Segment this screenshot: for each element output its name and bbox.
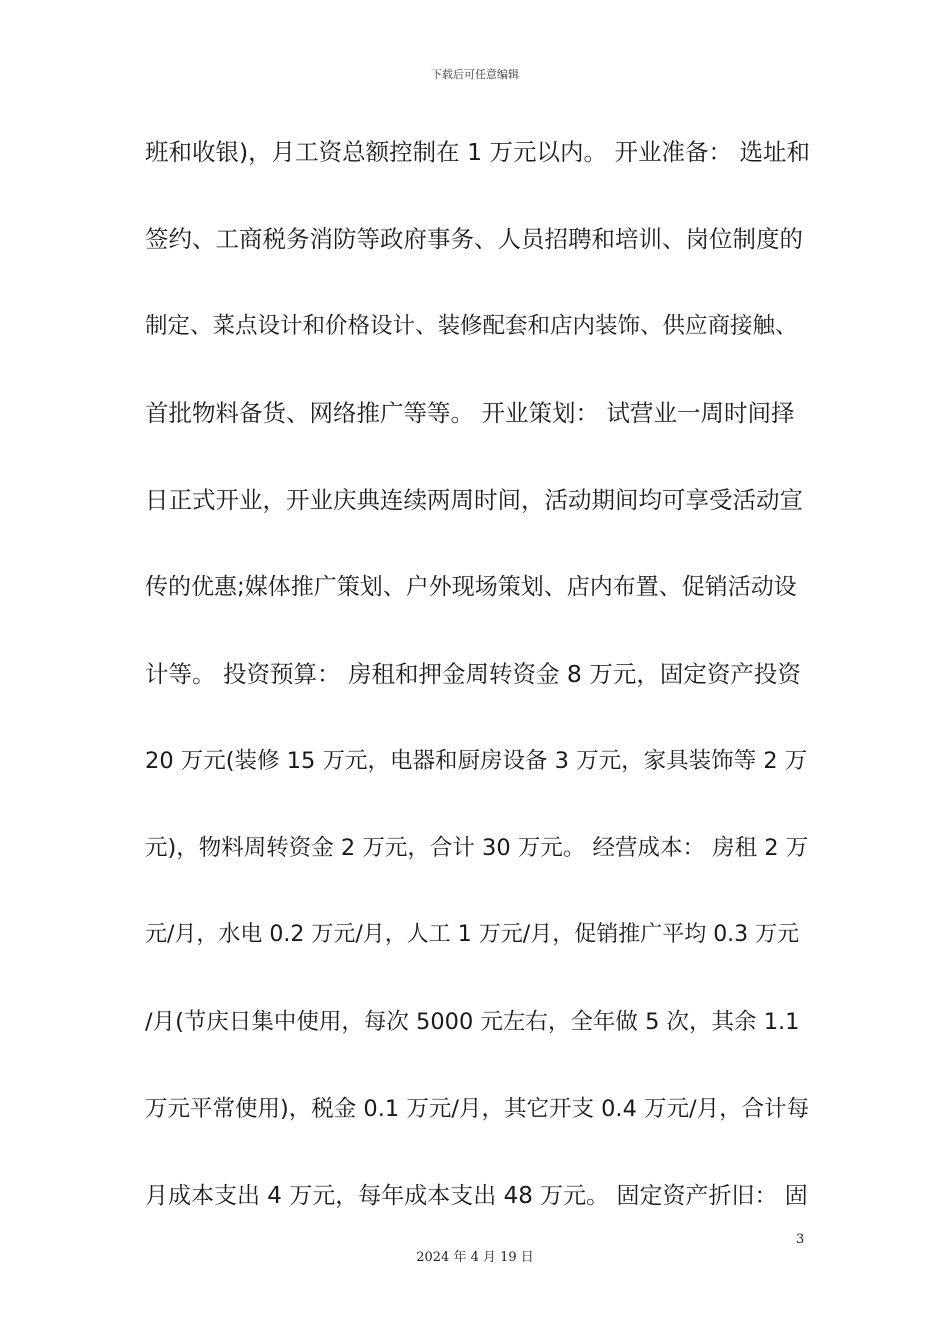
text-line: 万元平常使用)，税金 0.1 万元/月，其它开支 0.4 万元/月，合计每 [145, 1096, 810, 1122]
text-line: 元)，物料周转资金 2 万元，合计 30 万元。 经营成本： 房租 2 万 [145, 835, 809, 861]
text-line: 制定、菜点设计和价格设计、装修配套和店内装饰、供应商接触、 [145, 313, 798, 339]
page-number: 3 [796, 1232, 805, 1247]
page-header: 下载后可任意编辑 [431, 68, 519, 81]
text-line: 月成本支出 4 万元，每年成本支出 48 万元。 固定资产折旧： 固 [145, 1183, 808, 1209]
text-line: 签约、工商税务消防等政府事务、人员招聘和培训、岗位制度的 [145, 225, 803, 253]
text-line: 班和收银)，月工资总额控制在 1 万元以内。 开业准备： 选址和 [145, 138, 810, 166]
text-line: 首批物料备货、网络推广等等。 开业策划： 试营业一周时间择 [145, 399, 795, 427]
text-line: 计等。 投资预算： 房租和押金周转资金 8 万元，固定资产投资 [145, 660, 801, 688]
text-line: 日正式开业，开业庆典连续两周时间，活动期间均可享受活动宣 [145, 486, 803, 514]
text-line: 传的优惠;媒体推广策划、户外现场策划、店内布置、促销活动设 [145, 574, 797, 600]
body-text [145, 126, 810, 1257]
text-line: /月(节庆日集中使用，每次 5000 元左右，全年做 5 次，其余 1.1 [145, 1009, 800, 1035]
footer-date: 2024 年 4 月 19 日 [416, 1250, 534, 1265]
text-line: 元/月，水电 0.2 万元/月，人工 1 万元/月，促销推广平均 0.3 万元 [145, 922, 800, 947]
text-line: 20 万元(装修 15 万元，电器和厨房设备 3 万元，家具装饰等 2 万 [145, 748, 808, 774]
